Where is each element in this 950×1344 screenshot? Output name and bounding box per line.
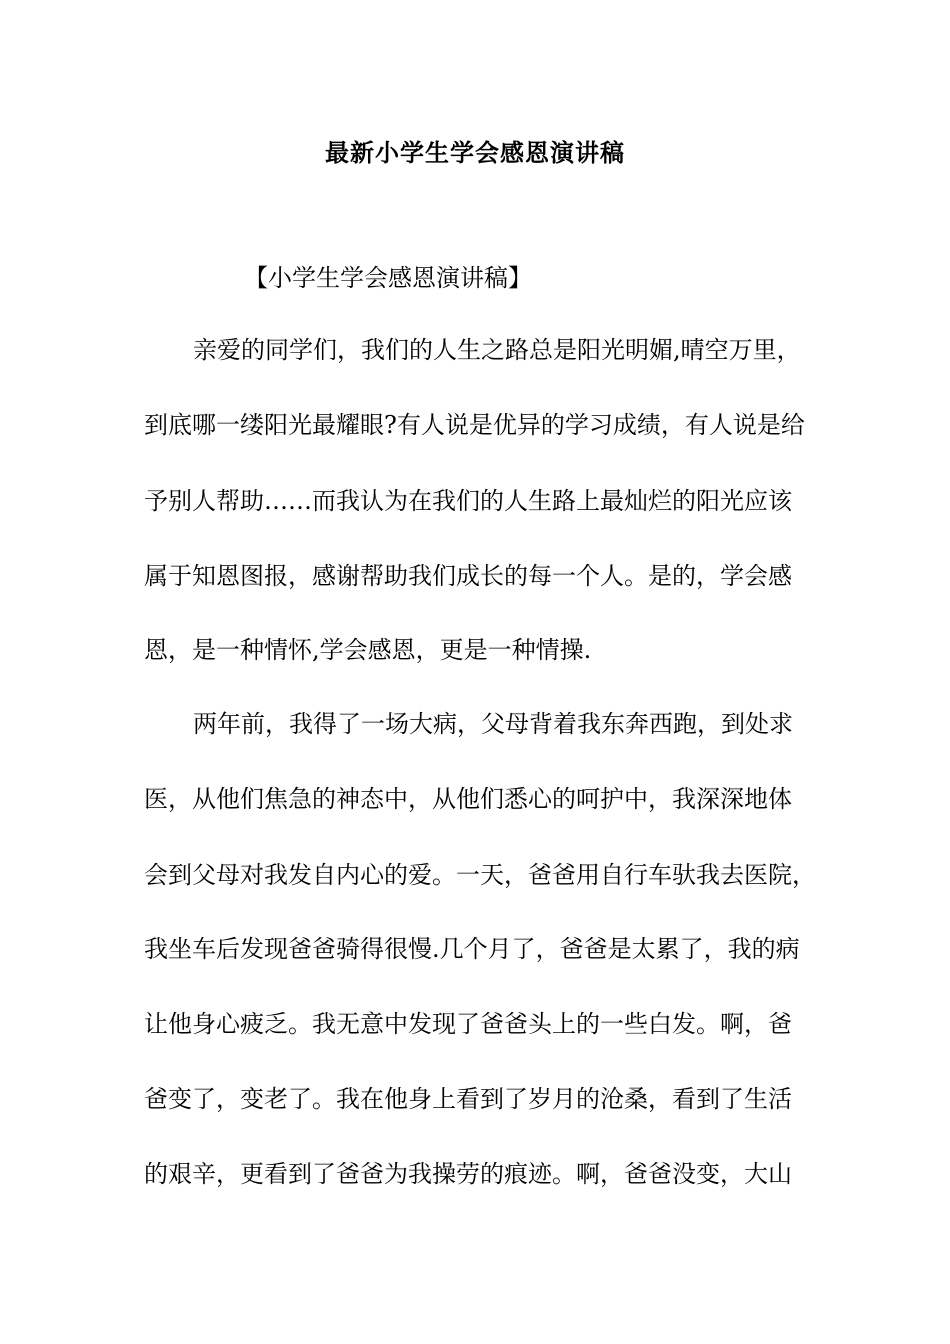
paragraph-line: 的艰辛，更看到了爸爸为我操劳的痕迹。啊，爸爸没变，大山 [144,1160,792,1188]
paragraph-line: 亲爱的同学们，我们的人生之路总是阳光明媚,晴空万里， [193,336,801,364]
paragraph-line: 让他身心疲乏。我无意中发现了爸爸头上的一些白发。啊，爸 [144,1010,792,1038]
document-subheading: 【小学生学会感恩演讲稿】 [244,264,532,292]
paragraph-line: 予别人帮助……而我认为在我们的人生路上最灿烂的阳光应该 [144,487,792,515]
paragraph-line: 医，从他们焦急的神态中，从他们悉心的呵护中，我深深地体 [144,785,792,813]
document-title: 最新小学生学会感恩演讲稿 [325,139,625,167]
paragraph-line: 爸变了，变老了。我在他身上看到了岁月的沧桑，看到了生活 [144,1085,792,1113]
paragraph-line: 恩，是一种情怀,学会感恩，更是一种情操. [144,636,592,664]
paragraph-line: 会到父母对我发自内心的爱。一天，爸爸用自行车驮我去医院， [144,861,816,889]
paragraph-line: 属于知恩图报，感谢帮助我们成长的每一个人。是的，学会感 [144,562,792,590]
paragraph-line: 到底哪一缕阳光最耀眼?有人说是优异的学习成绩，有人说是给 [144,411,805,439]
paragraph-line: 两年前，我得了一场大病，父母背着我东奔西跑，到处求 [193,710,793,738]
paragraph-line: 我坐车后发现爸爸骑得很慢.几个月了，爸爸是太累了，我的病 [144,935,800,963]
